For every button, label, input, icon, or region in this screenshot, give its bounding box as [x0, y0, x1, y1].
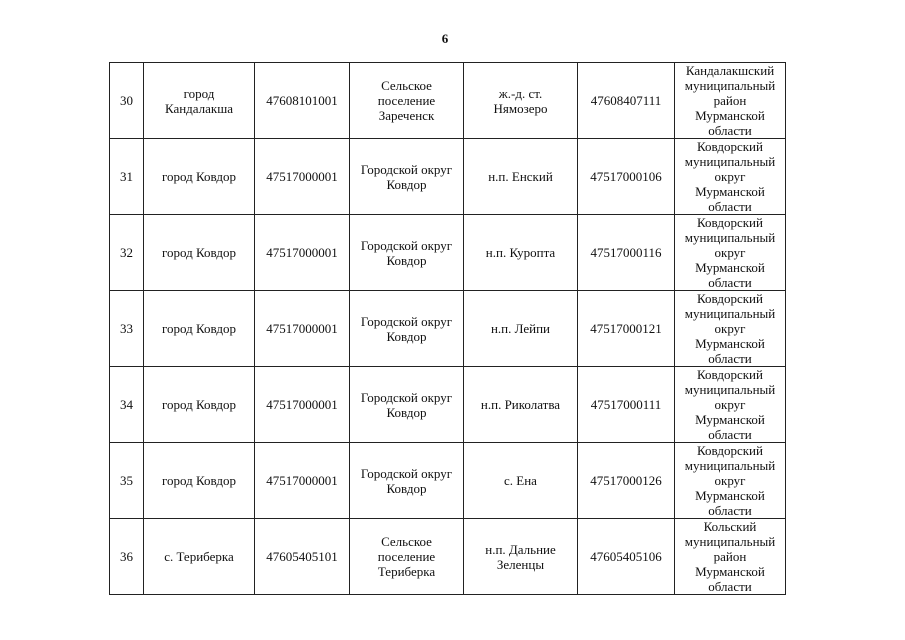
municipality-name: Городской округ Ковдор [350, 291, 464, 367]
table-row [110, 291, 786, 367]
district-name: Ковдорский муниципальный округ Мурманской области [675, 443, 786, 519]
locality-name: город Ковдор [144, 291, 255, 367]
district-name: Кандалакшский муниципальный район Мурманской области [675, 63, 786, 139]
settlement-code: 47517000121 [578, 291, 675, 367]
oktmo-code: 47517000001 [255, 367, 350, 443]
oktmo-code: 47517000001 [255, 443, 350, 519]
row-number: 36 [110, 519, 144, 595]
settlement-name: н.п. Риколатва [464, 367, 578, 443]
municipality-name: Городской округ Ковдор [350, 215, 464, 291]
district-name: Ковдорский муниципальный округ Мурманской области [675, 215, 786, 291]
locality-name: город Ковдор [144, 367, 255, 443]
settlement-name: с. Ена [464, 443, 578, 519]
settlement-code: 47517000106 [578, 139, 675, 215]
locality-name: город Ковдор [144, 443, 255, 519]
municipality-name: Городской округ Ковдор [350, 443, 464, 519]
table-row [110, 139, 786, 215]
row-number: 35 [110, 443, 144, 519]
settlement-name: н.п. Дальние Зеленцы [464, 519, 578, 595]
row-number: 32 [110, 215, 144, 291]
row-number: 33 [110, 291, 144, 367]
table-row [110, 519, 786, 595]
municipality-name: Городской округ Ковдор [350, 139, 464, 215]
district-name: Ковдорский муниципальный округ Мурманской области [675, 367, 786, 443]
settlement-table [109, 62, 786, 595]
table-row [110, 367, 786, 443]
oktmo-code: 47608101001 [255, 63, 350, 139]
row-number: 30 [110, 63, 144, 139]
oktmo-code: 47605405101 [255, 519, 350, 595]
settlement-code: 47605405106 [578, 519, 675, 595]
municipality-name: Городской округ Ковдор [350, 367, 464, 443]
oktmo-code: 47517000001 [255, 291, 350, 367]
locality-name: город Ковдор [144, 139, 255, 215]
settlement-name: н.п. Куропта [464, 215, 578, 291]
oktmo-code: 47517000001 [255, 139, 350, 215]
locality-name: город Ковдор [144, 215, 255, 291]
district-name: Ковдорский муниципальный округ Мурманской области [675, 291, 786, 367]
page-number: 6 [441, 31, 449, 46]
settlement-code: 47517000116 [578, 215, 675, 291]
settlement-code: 47517000126 [578, 443, 675, 519]
oktmo-code: 47517000001 [255, 215, 350, 291]
table-row [110, 63, 786, 139]
district-name: Кольский муниципальный район Мурманской области [675, 519, 786, 595]
settlement-name: н.п. Лейпи [464, 291, 578, 367]
settlement-code: 47517000111 [578, 367, 675, 443]
district-name: Ковдорский муниципальный округ Мурманской области [675, 139, 786, 215]
settlement-name: ж.-д. ст. Нямозеро [464, 63, 578, 139]
table-row [110, 443, 786, 519]
settlement-name: н.п. Енский [464, 139, 578, 215]
table-row [110, 215, 786, 291]
settlement-code: 47608407111 [578, 63, 675, 139]
municipality-name: Сельское поселение Териберка [350, 519, 464, 595]
locality-name: город Кандалакша [144, 63, 255, 139]
row-number: 31 [110, 139, 144, 215]
municipality-name: Сельское поселение Зареченск [350, 63, 464, 139]
locality-name: с. Териберка [144, 519, 255, 595]
row-number: 34 [110, 367, 144, 443]
